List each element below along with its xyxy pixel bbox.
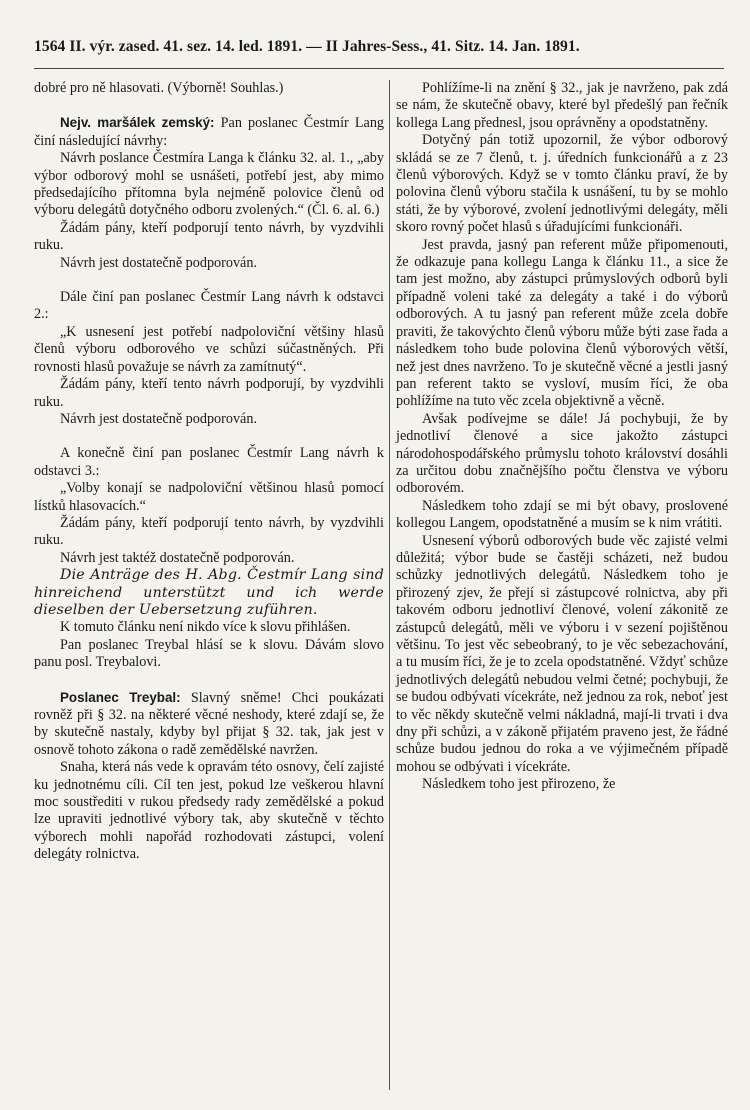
speaker-name: Poslanec Treybal: (60, 689, 181, 705)
paragraph: Návrh jest taktéž dostatečně podporován. (60, 549, 295, 566)
paragraph: Dále činí pan poslanec Čestmír Lang návrh k odstavci 2.: (34, 289, 384, 323)
column-divider (389, 80, 390, 1090)
paragraph: A konečně činí pan poslanec Čestmír Lang návrh k odstavci 3.: (34, 445, 384, 479)
paragraph: Pan poslanec Treybal hlásí se k slovu. Dávám slovo panu posl. Treybalovi. (34, 636, 384, 671)
paragraph: „Volby konají se nadpoloviční většinou hlasů pomocí lístků hlasovacích.“ (34, 480, 384, 514)
paragraph: Usnesení výborů odborových bude věc zajisté velmi důležitá; výbor bude se častěji scházeti, než budou schůzky jednotlivých delegátů. Následkem toho je přirozený zjev, že přejí si zástupcové rolnictva, aby při takovém odboru jednotliví členové, volení zákonitě ze zástupců delegátů, měli ve výboru i v sezení pojištěnou většinu. To jest věc sebeobraný, to je věc sebezachování, a tu musím říci, že je to zcela opodstatněné. Vždyť schůze jednotlivých delegátů nebudou velmi četné; pochybuji, že se budou odbývati vícekráte, než jednou za rok, neboť jest to věc někdy skutečně velmi nákladná, mají-li trvati i dva dny při schůzi, a v zákoně přijatém praveno jest, že řádné schůze budou jednou do roka a ve výjimečném případě mohou se odbývati i vícekráte. (396, 532, 728, 775)
paragraph: Žádám pány, kteří podporují tento návrh, by vyzdvihli ruku. (34, 514, 384, 549)
paragraph: Poslanec Treybal: Slavný sněme! Chci poukázati rovněž při § 32. na některé věcné neshody, které zdají se, že by skutečně nastaly, kdyby byl přijat § 32. tak, jak jest v osnově tohoto zákona o radě zemědělské navržen. (34, 689, 385, 758)
paragraph: Nejv. maršálek zemský: Pan poslanec Čestmír Lang činí následující návrhy: (34, 115, 385, 149)
german-paragraph: Die Anträge des H. Abg. Čestmír Lang sind hinreichend unterstützt und ich werde dieselben der Uebersetzung zuführen. (34, 567, 384, 618)
speaker-name: Nejv. maršálek zemský: (60, 115, 215, 131)
paragraph: Snaha, která nás vede k opravám této osnovy, čelí zajisté ku jednotnému cíli. Cíl ten jest, pokud lze veškerou hlavní moc soustřediti v rukou předsedy rady zemědělské a pokud lze upraviti jednotlivé výbory tak, aby skutečně v těchto výborech mohli napořád rozhodovati zástupci, volení delegáty rolnictva. (34, 759, 384, 863)
paragraph: dobré pro ně hlasovati. (Výborně! Souhlas.) (34, 80, 284, 96)
header-rule (34, 68, 724, 69)
paragraph: Návrh poslance Čestmíra Langa k článku 32. al. 1., „aby výbor odborový mohl se usnášeti, potřebí jest, aby mimo předsedajícího přítomna byla nejméně polovice členů od výboru delegátů dotyčného odboru zvolených.“ (Čl. 6. al. 6.) (34, 150, 384, 219)
left-column (34, 80, 384, 864)
right-column (396, 80, 728, 794)
paragraph: Žádám pány, kteří tento návrh podporují, by vyzdvihli ruku. (34, 376, 384, 410)
paragraph: Jest pravda, jasný pan referent může připomenouti, že odkazuje pana kollegu Langa k článku 11., a sice že tam jest možno, aby zástupci průmyslových odborů byli případně voleni také za delegáty a také i do výborů odborových. A tu jasný pan referent může zcela dobře praviti, že takovýchto členů výboru může býti zase řada a následkem toho bude polovina členů výborových větší, než jest dnes navrženo. To je skutečně věcné a jestli jasný pan referent takto se vysloví, musím říci, že oba pohlížíme na tuto věc zcela objektivně a věcně. (396, 236, 728, 410)
paragraph: Dotyčný pán totiž upozornil, že výbor odborový skládá se ze 7 členů, t. j. úředních funkcionářů a z 23 členů výborových. Když se v tomto článku praví, že by polovina členů výboru stačila k usnášení, tu by se mohlo státi, že by výborové, zvolení jednotlivými delegáty, měli skoro rovný počet hlasů s úřadujícími funkcionáři. (396, 132, 728, 236)
paragraph: Pohlížíme-li na znění § 32., jak je navrženo, pak zdá se nám, že skutečně obavy, které byl předešlý pan řečník kollega Lang přednesl, jsou oprávněny a opodstatněny. (396, 80, 728, 131)
paragraph: Návrh jest dostatečně podporován. (60, 410, 257, 427)
page-header: 1564 II. výr. zased. 41. sez. 14. led. 1891. — II Jahres-Sess., 41. Sitz. 14. Jan. 1891. (34, 38, 580, 55)
paragraph: Žádám pány, kteří podporují tento návrh, by vyzdvihli ruku. (34, 219, 384, 254)
paragraph: Avšak podívejme se dále! Já pochybuji, že by jednotliví členové a sice jakožto zástupci národohospodářského průmyslu tohoto království dosáhli za určitou dobu značnějšího počtu členstva ve výboru odborovém. (396, 410, 728, 497)
paragraph: „K usnesení jest potřebí nadpoloviční většiny hlasů členů výboru odborového ve schůzi súčastněných. Při rovnosti hlasů považuje se návrh za zamítnutý“. (34, 323, 384, 375)
paragraph: Následkem toho jest přirozeno, že (422, 776, 616, 793)
paragraph: K tomuto článku není nikdo více k slovu přihlášen. (60, 619, 351, 636)
paragraph: Návrh jest dostatečně podporován. (60, 254, 257, 271)
paragraph: Následkem toho zdají se mi být obavy, proslovené kollegou Langem, opodstatněné a musím se k nim vrátiti. (396, 497, 728, 532)
